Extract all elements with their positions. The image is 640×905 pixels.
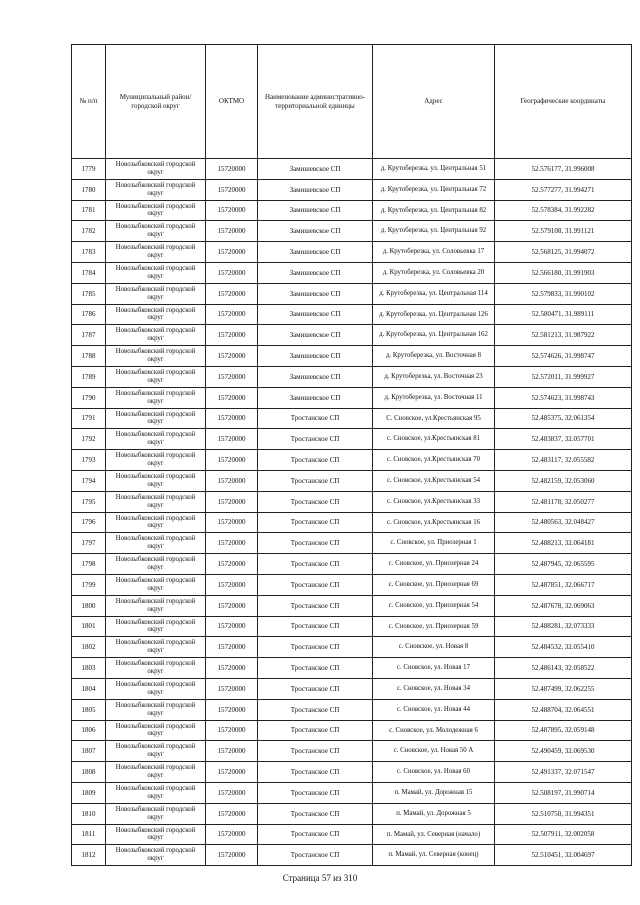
admin-unit-cell: Тростанское СП: [258, 824, 373, 845]
address-cell: п. Мамай, ул. Дорожная 5: [373, 803, 495, 824]
table-row: [72, 637, 632, 658]
admin-unit-cell: Тростанское СП: [258, 699, 373, 720]
header-address: Адрес: [373, 45, 495, 159]
table-row: [72, 179, 632, 200]
coordinates-cell: 52.491337, 32.071547: [495, 762, 632, 783]
address-cell: д. Крутоберезка, ул. Центральная 114: [373, 283, 495, 304]
coordinates-cell: 52.488704, 32.064551: [495, 699, 632, 720]
admin-unit-cell: Тростанское СП: [258, 762, 373, 783]
row-number: 1809: [72, 782, 106, 803]
address-cell: с. Сновское, ул. Приозерная 24: [373, 554, 495, 575]
row-number: 1791: [72, 408, 106, 429]
coordinates-cell: 52.507911, 32.002058: [495, 824, 632, 845]
row-number: 1807: [72, 741, 106, 762]
district-cell: Новозыбковский городской округ: [106, 658, 206, 679]
district-cell: Новозыбковский городской округ: [106, 678, 206, 699]
oktmo-cell: 15720000: [206, 574, 258, 595]
coordinates-cell: 52.482159, 32.053060: [495, 470, 632, 491]
admin-unit-cell: Тростанское СП: [258, 408, 373, 429]
admin-unit-cell: Тростанское СП: [258, 574, 373, 595]
table-row: [72, 491, 632, 512]
admin-unit-cell: Тростанское СП: [258, 658, 373, 679]
coordinates-cell: 52.581213, 31.987922: [495, 325, 632, 346]
address-cell: с. Сновское, ул.Крестьянская 33: [373, 491, 495, 512]
district-cell: Новозыбковский городской округ: [106, 304, 206, 325]
address-cell: с. Сновское, ул.Крестьянская 16: [373, 512, 495, 533]
address-cell: с. Сновское, ул. Приозерная 59: [373, 616, 495, 637]
coordinates-cell: 52.483837, 32.057701: [495, 429, 632, 450]
address-cell: с. Сновское, ул. Новая 34: [373, 678, 495, 699]
coordinates-cell: 52.488213, 32.064181: [495, 533, 632, 554]
row-number: 1782: [72, 221, 106, 242]
row-number: 1811: [72, 824, 106, 845]
oktmo-cell: 15720000: [206, 221, 258, 242]
district-cell: Новозыбковский городской округ: [106, 554, 206, 575]
address-cell: п. Мамай, ул. Северная (конец): [373, 845, 495, 866]
coordinates-cell: 52.483117, 32.055582: [495, 450, 632, 471]
table-row: [72, 762, 632, 783]
oktmo-cell: 15720000: [206, 491, 258, 512]
district-cell: Новозыбковский городской округ: [106, 574, 206, 595]
address-cell: с. Сновское, ул. Приозерная 69: [373, 574, 495, 595]
address-cell: с. Сновское, ул. Новая 50 А: [373, 741, 495, 762]
table-row: [72, 533, 632, 554]
district-cell: Новозыбковский городской округ: [106, 803, 206, 824]
admin-unit-cell: Тростанское СП: [258, 616, 373, 637]
district-cell: Новозыбковский городской округ: [106, 699, 206, 720]
admin-unit-cell: Тростанское СП: [258, 470, 373, 491]
address-cell: д. Крутоберезка, ул. Центральная 51: [373, 159, 495, 180]
table-row: [72, 387, 632, 408]
row-number: 1798: [72, 554, 106, 575]
admin-unit-cell: Замишевское СП: [258, 179, 373, 200]
row-number: 1793: [72, 450, 106, 471]
oktmo-cell: 15720000: [206, 845, 258, 866]
admin-unit-cell: Тростанское СП: [258, 678, 373, 699]
table-row: [72, 470, 632, 491]
coordinates-cell: 52.481178, 32.050277: [495, 491, 632, 512]
oktmo-cell: 15720000: [206, 325, 258, 346]
table-row: [72, 325, 632, 346]
district-cell: Новозыбковский городской округ: [106, 408, 206, 429]
oktmo-cell: 15720000: [206, 179, 258, 200]
admin-unit-cell: Тростанское СП: [258, 741, 373, 762]
address-cell: д. Крутоберезка, ул. Соловьевка 17: [373, 242, 495, 263]
registry-table: [71, 44, 632, 866]
row-number: 1804: [72, 678, 106, 699]
oktmo-cell: 15720000: [206, 782, 258, 803]
address-cell: с. Сновское, ул.Крестьянская 70: [373, 450, 495, 471]
coordinates-cell: 52.579833, 31.990102: [495, 283, 632, 304]
coordinates-cell: 52.574623, 31.998743: [495, 387, 632, 408]
oktmo-cell: 15720000: [206, 678, 258, 699]
row-number: 1785: [72, 283, 106, 304]
district-cell: Новозыбковский городской округ: [106, 741, 206, 762]
admin-unit-cell: Тростанское СП: [258, 637, 373, 658]
admin-unit-cell: Замишевское СП: [258, 346, 373, 367]
row-number: 1786: [72, 304, 106, 325]
address-cell: с. Сновское, ул. Новая 60: [373, 762, 495, 783]
district-cell: Новозыбковский городской округ: [106, 845, 206, 866]
district-cell: Новозыбковский городской округ: [106, 762, 206, 783]
oktmo-cell: 15720000: [206, 595, 258, 616]
coordinates-cell: 52.484532, 32.055410: [495, 637, 632, 658]
coordinates-cell: 52.487895, 32.059148: [495, 720, 632, 741]
admin-unit-cell: Замишевское СП: [258, 283, 373, 304]
row-number: 1787: [72, 325, 106, 346]
coordinates-cell: 52.487678, 32.069063: [495, 595, 632, 616]
row-number: 1781: [72, 200, 106, 221]
header-coordinates: Географические координаты: [495, 45, 632, 159]
oktmo-cell: 15720000: [206, 720, 258, 741]
address-cell: д. Крутоберезка, ул. Восточная 8: [373, 346, 495, 367]
row-number: 1799: [72, 574, 106, 595]
admin-unit-cell: Замишевское СП: [258, 221, 373, 242]
header-row: [72, 45, 632, 159]
table-row: [72, 366, 632, 387]
oktmo-cell: 15720000: [206, 741, 258, 762]
oktmo-cell: 15720000: [206, 242, 258, 263]
district-cell: Новозыбковский городской округ: [106, 782, 206, 803]
address-cell: с. Сновское, ул. Новая 8: [373, 637, 495, 658]
table-row: [72, 845, 632, 866]
address-cell: с. Сновское, ул. Новая 44: [373, 699, 495, 720]
admin-unit-cell: Тростанское СП: [258, 491, 373, 512]
district-cell: Новозыбковский городской округ: [106, 346, 206, 367]
oktmo-cell: 15720000: [206, 429, 258, 450]
admin-unit-cell: Замишевское СП: [258, 159, 373, 180]
row-number: 1789: [72, 366, 106, 387]
table-row: [72, 346, 632, 367]
admin-unit-cell: Замишевское СП: [258, 387, 373, 408]
address-cell: д. Крутоберезка, ул. Центральная 162: [373, 325, 495, 346]
address-cell: С. Сновское, ул.Крестьянская 95: [373, 408, 495, 429]
admin-unit-cell: Замишевское СП: [258, 304, 373, 325]
table-row: [72, 200, 632, 221]
district-cell: Новозыбковский городской округ: [106, 221, 206, 242]
oktmo-cell: 15720000: [206, 762, 258, 783]
address-cell: д. Крутоберезка, ул. Восточная 11: [373, 387, 495, 408]
oktmo-cell: 15720000: [206, 658, 258, 679]
table-row: [72, 429, 632, 450]
oktmo-cell: 15720000: [206, 824, 258, 845]
address-cell: с. Сновское, ул. Молодежная 6: [373, 720, 495, 741]
table-row: [72, 574, 632, 595]
admin-unit-cell: Замишевское СП: [258, 325, 373, 346]
admin-unit-cell: Тростанское СП: [258, 533, 373, 554]
address-cell: п. Мамай, ул. Дорожная 15: [373, 782, 495, 803]
row-number: 1803: [72, 658, 106, 679]
district-cell: Новозыбковский городской округ: [106, 325, 206, 346]
oktmo-cell: 15720000: [206, 533, 258, 554]
table-row: [72, 803, 632, 824]
coordinates-cell: 52.487945, 32.065595: [495, 554, 632, 575]
district-cell: Новозыбковский городской округ: [106, 595, 206, 616]
oktmo-cell: 15720000: [206, 554, 258, 575]
admin-unit-cell: Тростанское СП: [258, 720, 373, 741]
coordinates-cell: 52.579108, 31.991121: [495, 221, 632, 242]
oktmo-cell: 15720000: [206, 616, 258, 637]
row-number: 1810: [72, 803, 106, 824]
district-cell: Новозыбковский городской округ: [106, 200, 206, 221]
table-row: [72, 678, 632, 699]
district-cell: Новозыбковский городской округ: [106, 262, 206, 283]
district-cell: Новозыбковский городской округ: [106, 512, 206, 533]
admin-unit-cell: Тростанское СП: [258, 429, 373, 450]
header-district: Муниципальный район/городской округ: [106, 45, 206, 159]
table-row: [72, 242, 632, 263]
table-row: [72, 824, 632, 845]
row-number: 1805: [72, 699, 106, 720]
coordinates-cell: 52.577277, 31.994271: [495, 179, 632, 200]
row-number: 1779: [72, 159, 106, 180]
address-cell: с. Сновское, ул. Приозерная 54: [373, 595, 495, 616]
coordinates-cell: 52.487851, 32.066717: [495, 574, 632, 595]
district-cell: Новозыбковский городской округ: [106, 179, 206, 200]
oktmo-cell: 15720000: [206, 470, 258, 491]
coordinates-cell: 52.580471, 31.989111: [495, 304, 632, 325]
coordinates-cell: 52.566180, 31.991903: [495, 262, 632, 283]
admin-unit-cell: Тростанское СП: [258, 803, 373, 824]
admin-unit-cell: Тростанское СП: [258, 845, 373, 866]
oktmo-cell: 15720000: [206, 699, 258, 720]
row-number: 1797: [72, 533, 106, 554]
district-cell: Новозыбковский городской округ: [106, 491, 206, 512]
district-cell: Новозыбковский городской округ: [106, 429, 206, 450]
address-cell: д. Крутоберезка, ул. Центральная 92: [373, 221, 495, 242]
coordinates-cell: 52.568125, 31.994072: [495, 242, 632, 263]
table-row: [72, 159, 632, 180]
table-row: [72, 554, 632, 575]
header-oktmo: ОКТМО: [206, 45, 258, 159]
table-row: [72, 512, 632, 533]
table-row: [72, 658, 632, 679]
district-cell: Новозыбковский городской округ: [106, 824, 206, 845]
table-header: [72, 45, 632, 159]
coordinates-cell: 52.576177, 31.996008: [495, 159, 632, 180]
coordinates-cell: 52.510451, 32.004697: [495, 845, 632, 866]
coordinates-cell: 52.578384, 31.992282: [495, 200, 632, 221]
oktmo-cell: 15720000: [206, 512, 258, 533]
header-number: № п/п: [72, 45, 106, 159]
address-cell: д. Крутоберезка, ул. Восточная 23: [373, 366, 495, 387]
row-number: 1780: [72, 179, 106, 200]
table-row: [72, 720, 632, 741]
oktmo-cell: 15720000: [206, 387, 258, 408]
district-cell: Новозыбковский городской округ: [106, 366, 206, 387]
row-number: 1788: [72, 346, 106, 367]
oktmo-cell: 15720000: [206, 283, 258, 304]
coordinates-cell: 52.574626, 31.998747: [495, 346, 632, 367]
table-row: [72, 221, 632, 242]
table-row: [72, 408, 632, 429]
row-number: 1806: [72, 720, 106, 741]
admin-unit-cell: Тростанское СП: [258, 782, 373, 803]
address-cell: с. Сновское, ул.Крестьянская 54: [373, 470, 495, 491]
table-row: [72, 450, 632, 471]
district-cell: Новозыбковский городской округ: [106, 720, 206, 741]
coordinates-cell: 52.485375, 32.061354: [495, 408, 632, 429]
row-number: 1794: [72, 470, 106, 491]
address-cell: д. Крутоберезка, ул. Центральная 72: [373, 179, 495, 200]
address-cell: с. Сновское, ул. Приозерная 1: [373, 533, 495, 554]
coordinates-cell: 52.488281, 32.073333: [495, 616, 632, 637]
row-number: 1790: [72, 387, 106, 408]
coordinates-cell: 52.490459, 32.069530: [495, 741, 632, 762]
district-cell: Новозыбковский городской округ: [106, 637, 206, 658]
table-row: [72, 699, 632, 720]
row-number: 1801: [72, 616, 106, 637]
admin-unit-cell: Тростанское СП: [258, 554, 373, 575]
admin-unit-cell: Тростанское СП: [258, 512, 373, 533]
address-cell: п. Мамай, ул. Северная (начало): [373, 824, 495, 845]
oktmo-cell: 15720000: [206, 637, 258, 658]
table-row: [72, 616, 632, 637]
admin-unit-cell: Тростанское СП: [258, 450, 373, 471]
oktmo-cell: 15720000: [206, 803, 258, 824]
coordinates-cell: 52.486143, 32.058522: [495, 658, 632, 679]
district-cell: Новозыбковский городской округ: [106, 283, 206, 304]
coordinates-cell: 52.510750, 31.994351: [495, 803, 632, 824]
row-number: 1783: [72, 242, 106, 263]
admin-unit-cell: Замишевское СП: [258, 262, 373, 283]
table-row: [72, 304, 632, 325]
oktmo-cell: 15720000: [206, 262, 258, 283]
coordinates-cell: 52.572011, 31.999927: [495, 366, 632, 387]
admin-unit-cell: Замишевское СП: [258, 200, 373, 221]
coordinates-cell: 52.480563, 32.048427: [495, 512, 632, 533]
address-cell: с. Сновское, ул. Новая 17: [373, 658, 495, 679]
table-row: [72, 283, 632, 304]
header-admin-unit: Наименование административно-территориальной единицы: [258, 45, 373, 159]
admin-unit-cell: Замишевское СП: [258, 366, 373, 387]
row-number: 1802: [72, 637, 106, 658]
page-footer: Страница 57 из 310: [282, 873, 358, 883]
row-number: 1795: [72, 491, 106, 512]
admin-unit-cell: Замишевское СП: [258, 242, 373, 263]
address-cell: д. Крутоберезка, ул. Центральная 126: [373, 304, 495, 325]
district-cell: Новозыбковский городской округ: [106, 616, 206, 637]
oktmo-cell: 15720000: [206, 304, 258, 325]
table-row: [72, 262, 632, 283]
district-cell: Новозыбковский городской округ: [106, 159, 206, 180]
table-row: [72, 595, 632, 616]
table-row: [72, 741, 632, 762]
coordinates-cell: 52.508197, 31.990714: [495, 782, 632, 803]
address-cell: д. Крутоберезка, ул. Центральная 82: [373, 200, 495, 221]
oktmo-cell: 15720000: [206, 346, 258, 367]
table-row: [72, 782, 632, 803]
coordinates-cell: 52.487499, 32.062255: [495, 678, 632, 699]
district-cell: Новозыбковский городской округ: [106, 533, 206, 554]
row-number: 1792: [72, 429, 106, 450]
district-cell: Новозыбковский городской округ: [106, 470, 206, 491]
row-number: 1808: [72, 762, 106, 783]
district-cell: Новозыбковский городской округ: [106, 387, 206, 408]
row-number: 1800: [72, 595, 106, 616]
address-cell: д. Крутоберезка, ул. Соловьевка 20: [373, 262, 495, 283]
oktmo-cell: 15720000: [206, 200, 258, 221]
district-cell: Новозыбковский городской округ: [106, 242, 206, 263]
row-number: 1784: [72, 262, 106, 283]
address-cell: с. Сновское, ул.Крестьянская 81: [373, 429, 495, 450]
oktmo-cell: 15720000: [206, 159, 258, 180]
table-body: [72, 159, 632, 866]
district-cell: Новозыбковский городской округ: [106, 450, 206, 471]
oktmo-cell: 15720000: [206, 408, 258, 429]
oktmo-cell: 15720000: [206, 450, 258, 471]
oktmo-cell: 15720000: [206, 366, 258, 387]
row-number: 1812: [72, 845, 106, 866]
row-number: 1796: [72, 512, 106, 533]
admin-unit-cell: Тростанское СП: [258, 595, 373, 616]
